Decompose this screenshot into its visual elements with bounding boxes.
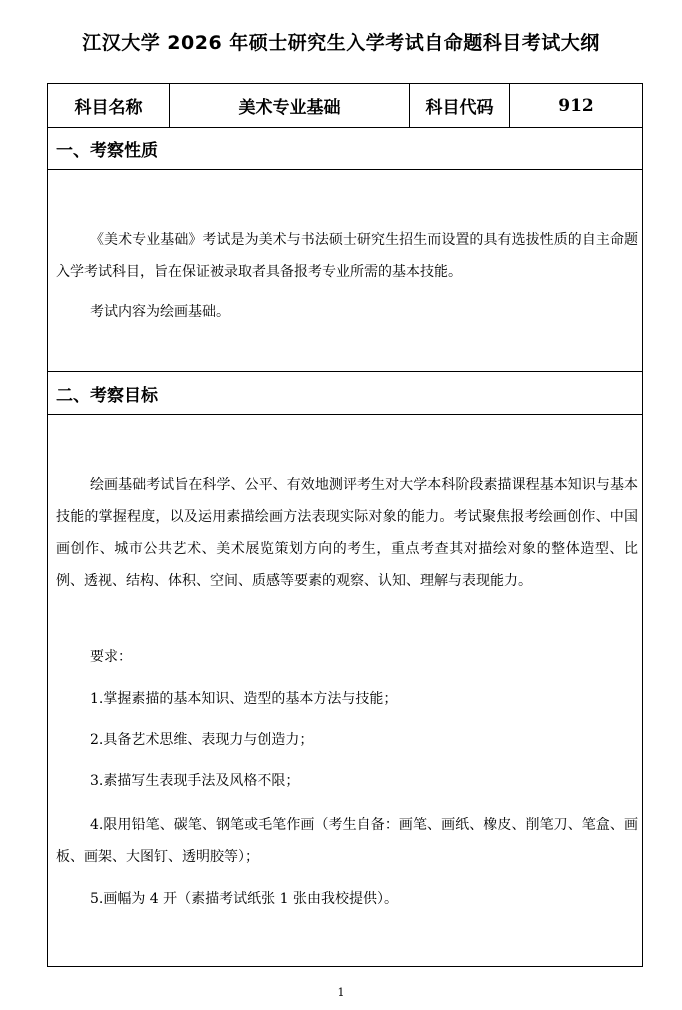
requirement-item: 5.画幅为 4 开（素描考试纸张 1 张由我校提供）。 <box>90 891 398 907</box>
subject-code-value: 912 <box>558 95 594 116</box>
subject-header-row <box>48 84 642 128</box>
subject-name-value: 美术专业基础 <box>170 84 410 127</box>
subject-code-label: 科目代码 <box>410 84 510 127</box>
requirement-item: 2.具备艺术思维、表现力与创造力； <box>90 732 314 748</box>
document-title: 江汉大学 2026 年硕士研究生入学考试自命题科目考试大纲 <box>82 32 600 54</box>
requirement-item: 1.掌握素描的基本知识、造型的基本方法与技能； <box>90 691 398 707</box>
section-body-objectives <box>48 415 642 966</box>
requirements-label: 要求： <box>90 649 132 665</box>
page-number: 1 <box>337 986 345 999</box>
section-heading-nature: 一、考察性质 <box>48 128 642 170</box>
section-heading-objectives: 二、考察目标 <box>48 373 642 415</box>
requirement-item: 3.素描写生表现手法及风格不限； <box>90 773 300 789</box>
objectives-paragraph: 绘画基础考试旨在科学、公平、有效地测评考生对大学本科阶段素描课程基本知识与基本技能的掌握程度，以及运用素描绘画方法表现实际对象的能力。考试聚焦报考绘画创作、中国画创作、城市公共艺术、美术展览策划方向的考生，重点考查其对描绘对象的整体造型、比例、透视、结构、体积、空间、质感等要素的观察、认知、理解与表现能力。 <box>56 477 638 589</box>
nature-paragraph: 《美术专业基础》考试是为美术与书法硕士研究生招生而设置的具有选拔性质的自主命题入学考试科目，旨在保证被录取者具备报考专业所需的基本技能。 <box>56 232 638 280</box>
nature-paragraph: 考试内容为绘画基础。 <box>90 304 230 320</box>
requirement-item: 4.限用铅笔、碳笔、钢笔或毛笔作画（考生自备：画笔、画纸、橡皮、削笔刀、笔盒、画板、画架、大图钉、透明胶等）； <box>56 817 638 865</box>
subject-name-label: 科目名称 <box>48 84 170 127</box>
syllabus-table <box>47 83 643 967</box>
section-body-nature <box>48 170 642 372</box>
